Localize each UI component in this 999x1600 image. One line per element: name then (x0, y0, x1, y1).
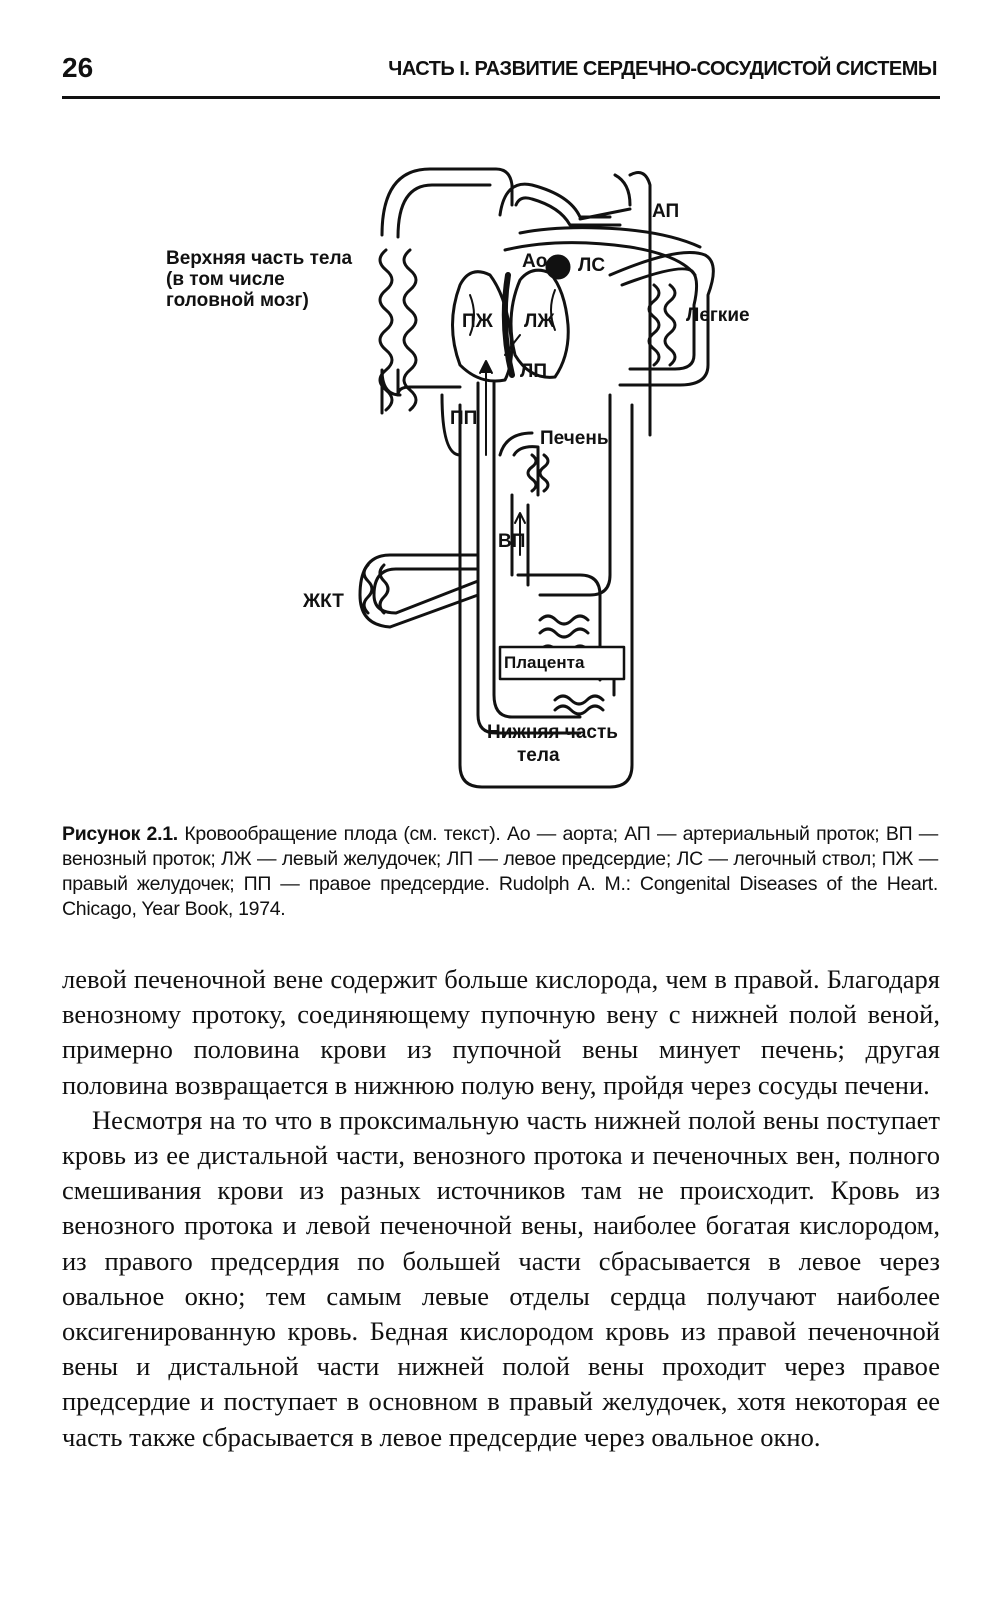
label-gi: ЖКТ (303, 591, 344, 612)
paragraph: левой печеночной вене содержит больше кислорода, чем в правой. Благодаря венозному протоку, соединяющему пупочную вену с нижней полой веной, примерно половина крови из пупочной вены минует печень; другая половина возвращается в нижнюю полую вену, пройдя через сосуды печени. (62, 964, 940, 1100)
caption-text: Кровообращение плода (см. текст). Ао — аорта; АП — артериальный проток; ВП — венозный проток; ЛЖ — левый желудочек; ЛП — левое предсердие; ЛС — легочный ствол; ПЖ — правый желудочек; ПП — правое предсердие. Rudolph A. M.: Congenital Diseases of the Heart. Chicago, Year Book, 1974. (62, 823, 938, 920)
label-vp: ВП (498, 531, 526, 552)
label-liver: Печень (540, 428, 609, 449)
figure-caption (62, 822, 938, 922)
gi-capillaries (364, 565, 372, 613)
label-pp: ПП (450, 408, 478, 429)
label-upper-body-3: головной мозг) (166, 290, 309, 311)
upper-body-vessel-loop (382, 169, 512, 235)
label-ap: АП (652, 201, 680, 222)
descending-aorta (540, 395, 610, 595)
label-lp: ЛП (520, 361, 547, 382)
label-placenta: Плацента (504, 653, 585, 672)
label-lower-body-2: тела (517, 745, 560, 766)
label-lower-body-1: Нижняя часть (487, 722, 618, 743)
label-pzh: ПЖ (462, 311, 493, 332)
body-text (62, 962, 940, 1455)
label-lzh: ЛЖ (524, 311, 555, 332)
placenta-capillaries (540, 616, 588, 624)
pulmonary-vessel-right (630, 173, 650, 435)
header-rule (62, 96, 940, 99)
label-ao: Ао (522, 251, 548, 272)
paragraph: Несмотря на то что в проксимальную часть нижней полой вены поступает кровь из ее дистальной части, венозного протока и печеночных вен, полного смешивания крови из разных источников там не происходит. Кровь из венозного протока и левой печеночной вены, наиболее богатая кислородом, из правого предсердия по большей части сбрасывается в левое через овальное окно; тем самым левые отделы сердца получают наиболее оксигенированную кровь. Бедная кислородом кровь из правой печеночной вены и дистальной части нижней полой вены проходит через правое предсердие и поступает в основном в правый желудочек, хотя некоторая ее часть также сбрасывается в левое предсердие через овальное окно. (62, 1104, 940, 1452)
page-number: 26 (62, 52, 94, 83)
running-title: ЧАСТЬ I. РАЗВИТИЕ СЕРДЕЧНО-СОСУДИСТОЙ СИСТЕМЫ (388, 58, 937, 80)
liver-sinusoids (528, 455, 536, 491)
label-upper-body-2: (в том числе (166, 269, 285, 290)
fetal-circulation-figure (160, 155, 840, 795)
label-ls: ЛС (578, 255, 606, 276)
label-upper-body-1: Верхняя часть тела (166, 248, 353, 269)
pulmonary-trunk-ring (547, 256, 569, 278)
aortic-arch (500, 184, 610, 217)
label-lungs: Легкие (686, 305, 750, 326)
caption-label: Рисунок 2.1. (62, 823, 178, 845)
